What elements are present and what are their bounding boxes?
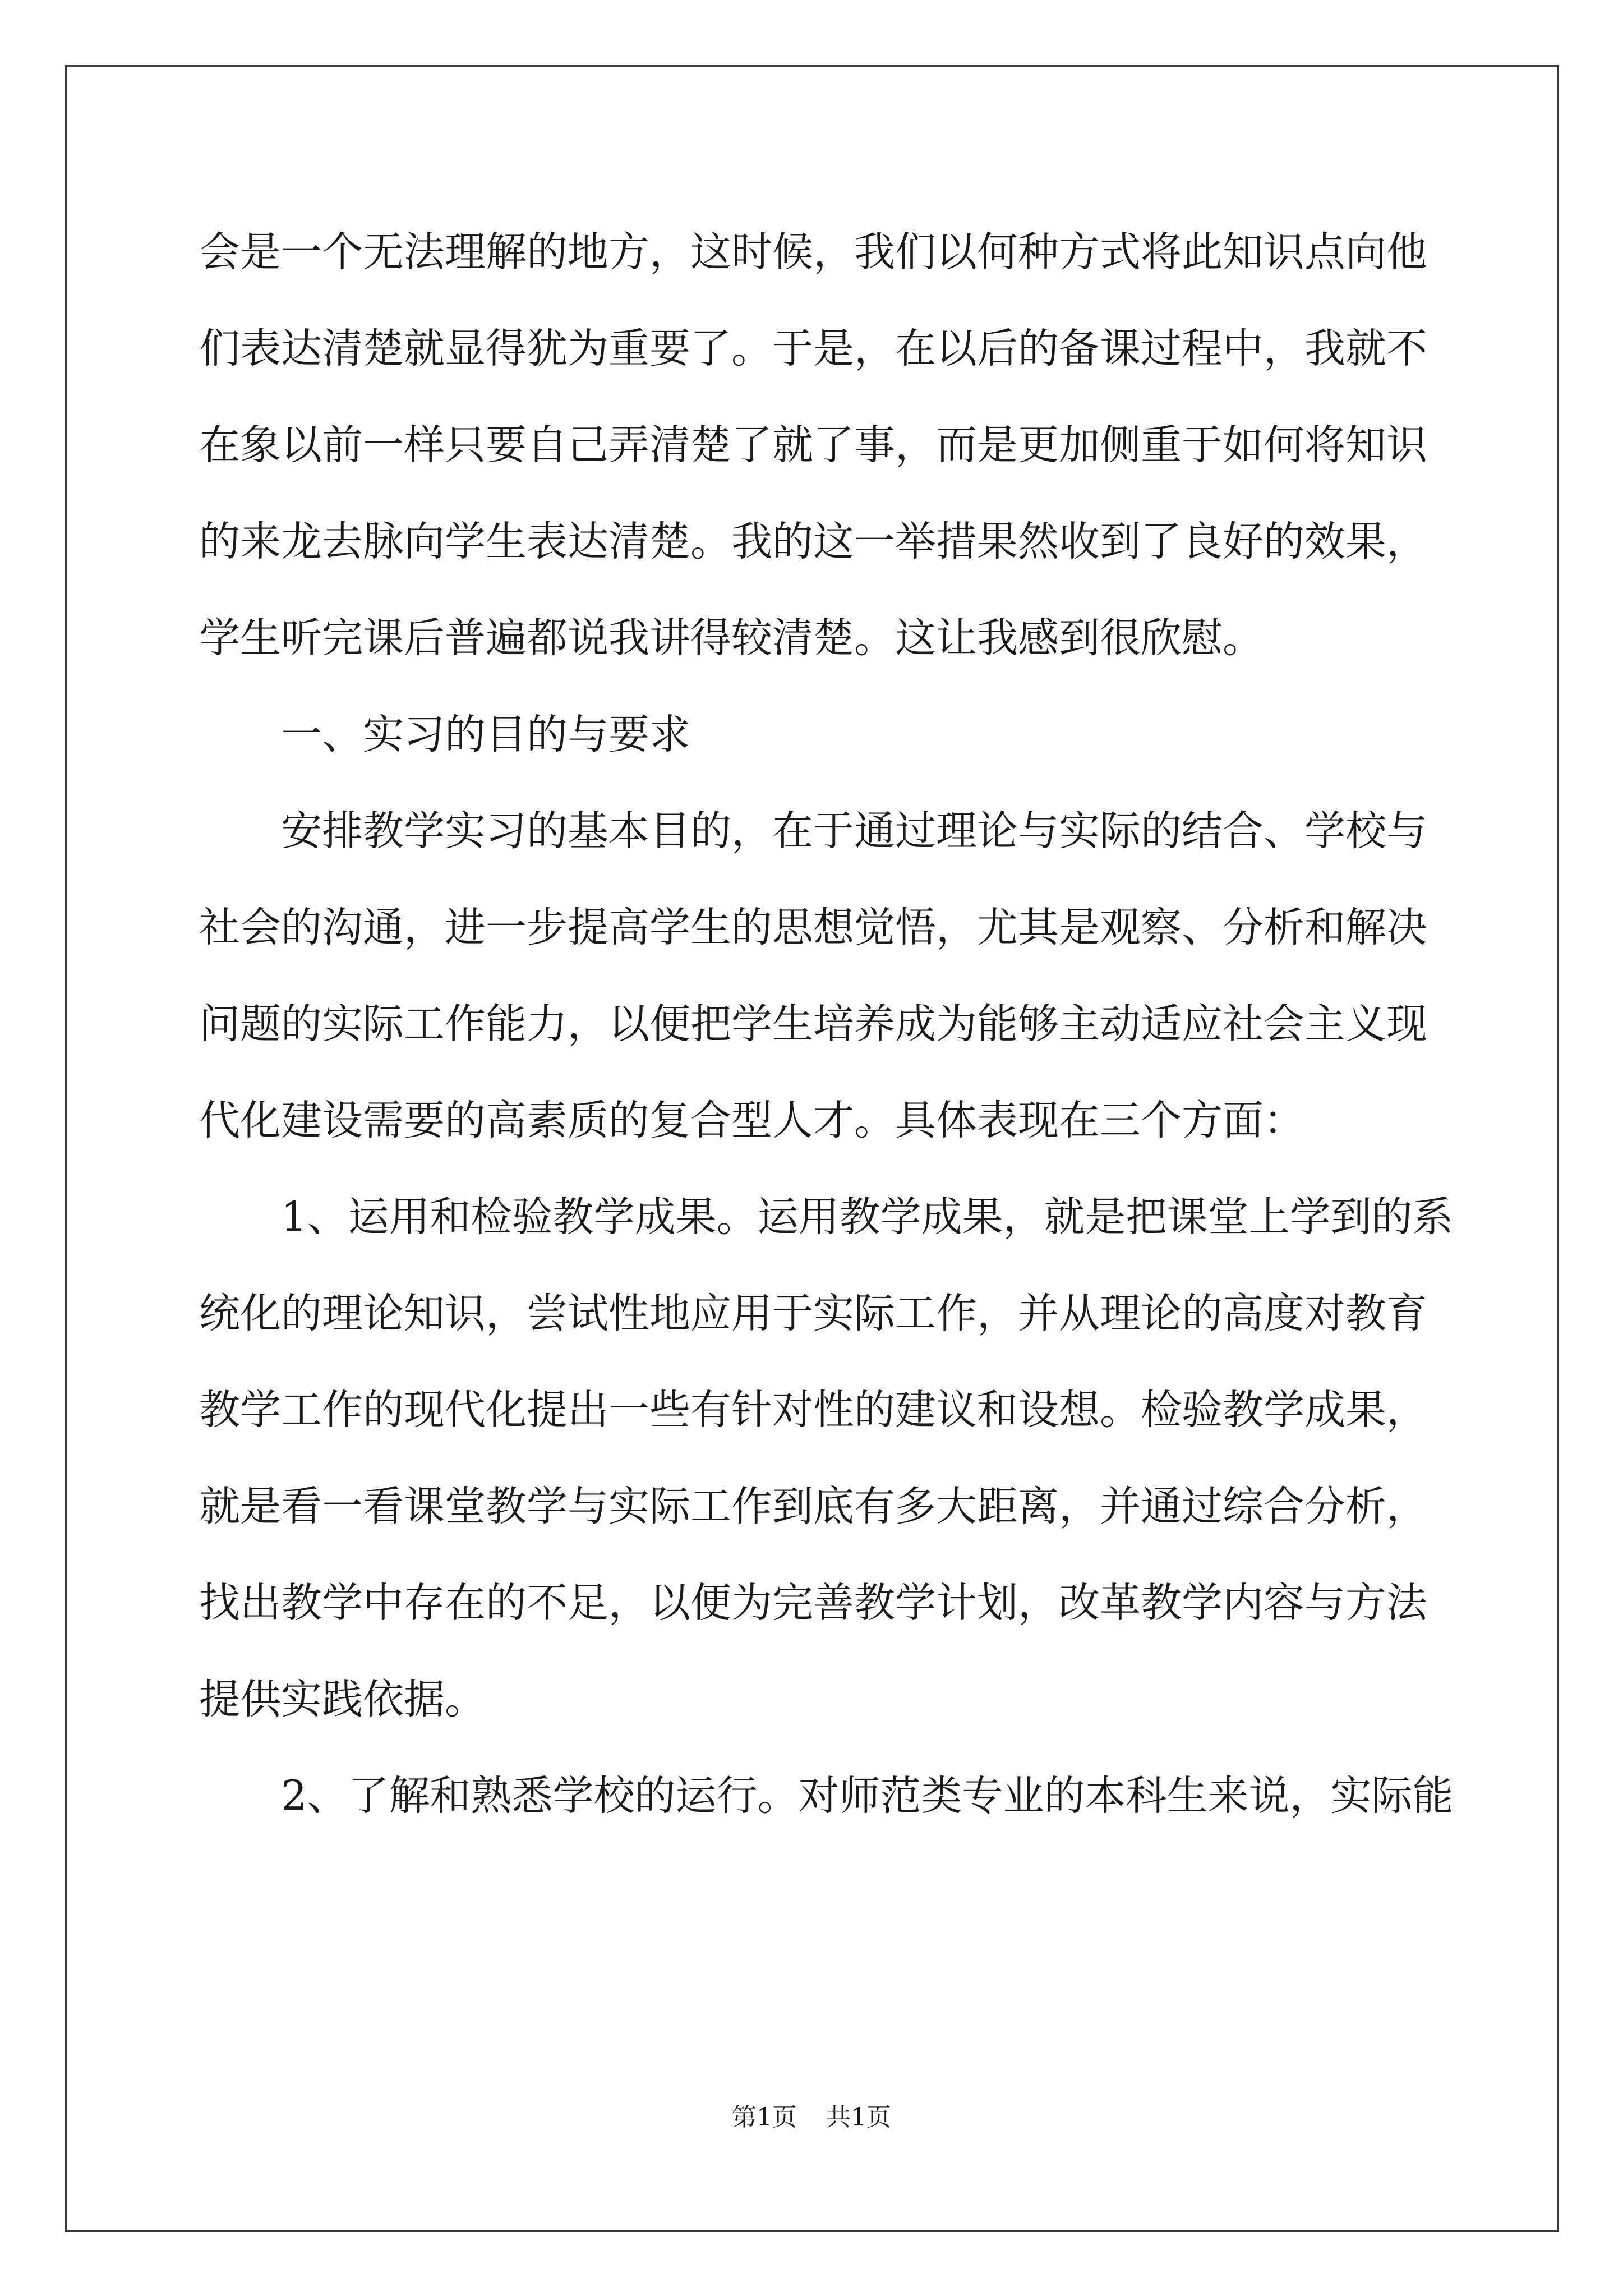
paragraph-line: 1、运用和检验教学成果。运用教学成果，就是把课堂上学到的系: [281, 1193, 1454, 1241]
paragraph-line: 们表达清楚就显得犹为重要了。于是，在以后的备课过程中，我就不: [199, 325, 1427, 372]
page-total: 共1页: [826, 2103, 891, 2132]
section-heading: 一、实习的目的与要求: [281, 711, 690, 758]
paragraph-line: 找出教学中存在的不足，以便为完善教学计划，改革教学内容与方法: [199, 1579, 1427, 1627]
paragraph-line: 统化的理论知识，尝试性地应用于实际工作，并从理论的高度对教育: [199, 1290, 1427, 1337]
paragraph-line: 学生听完课后普遍都说我讲得较清楚。这让我感到很欣慰。: [199, 614, 1264, 662]
page-footer: [0, 2101, 1623, 2134]
paragraph-line: 2、了解和熟悉学校的运行。对师范类专业的本科生来说，实际能: [281, 1772, 1454, 1820]
paragraph-line: 在象以前一样只要自己弄清楚了就了事，而是更加侧重于如何将知识: [199, 421, 1427, 469]
paragraph-line: 社会的沟通，进一步提高学生的思想觉悟，尤其是观察、分析和解决: [199, 904, 1427, 951]
paragraph-line: 提供实践依据。: [199, 1676, 486, 1723]
paragraph-line: 问题的实际工作能力，以便把学生培养成为能够主动适应社会主义现: [199, 1000, 1427, 1048]
paragraph-line: 安排教学实习的基本目的，在于通过理论与实际的结合、学校与: [281, 807, 1427, 855]
paragraph-line: 就是看一看课堂教学与实际工作到底有多大距离，并通过综合分析，: [199, 1483, 1427, 1530]
paragraph-line: 代化建设需要的高素质的复合型人才。具体表现在三个方面：: [199, 1097, 1304, 1144]
paragraph-line: 的来龙去脉向学生表达清楚。我的这一举措果然收到了良好的效果，: [199, 518, 1427, 565]
paragraph-line: 教学工作的现代化提出一些有针对性的建议和设想。检验教学成果，: [199, 1386, 1427, 1434]
paragraph-line: 会是一个无法理解的地方，这时候，我们以何种方式将此知识点向他: [199, 228, 1427, 276]
page-number: 第1页: [732, 2103, 797, 2132]
